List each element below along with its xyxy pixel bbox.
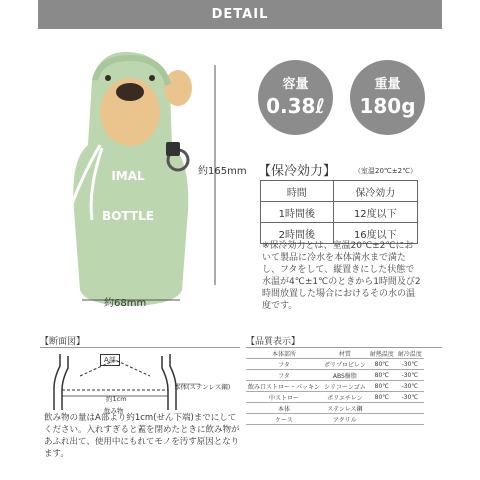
width-label: 約68mm [104,298,147,309]
thermal-title: 【保冷効力】 [258,164,337,179]
weight-badge [350,60,425,135]
thermal-table [260,180,418,244]
thermal-col-time: 時間 [261,181,334,202]
label-body: 本体(ステンレス鋼) [174,383,231,391]
cross-section-note: 飲み物の量はA部より約1cm(せん下端)までにしてください。入れすぎると蓋を閉めたときに飲み物があふれ出て、使用中にもれてモノを汚す原因となります。 [44,413,240,459]
thermal-condition: （室温20℃±2℃） [354,167,417,175]
hood-text-2: BOTTLE [102,209,154,223]
hood-text-1: IMAL [111,169,145,183]
table-row: 1時間後 12度以下 [261,202,418,223]
thermal-col-effect: 保冷効力 [333,181,417,202]
height-label: 約165mm [198,166,247,177]
header-title: DETAIL [211,7,269,22]
table-row: 2時間後 16度以下 [261,223,418,244]
quality-header-row: 本体部所 材質 耐熱温度 耐冷温度 [246,348,424,359]
weight-value: 180g [359,94,416,118]
quality-table [246,348,424,425]
capacity-badge [258,60,333,135]
capacity-label: 容量 [282,77,309,92]
table-row: フタ ABS樹脂 80℃ -30℃ [246,370,424,381]
capacity-value: 0.38ℓ [266,94,325,118]
table-row: フタ ポリプロピレン 80℃ -30℃ [246,359,424,370]
bear-ear [164,70,192,106]
label-1cm: 約1cm [106,395,127,403]
table-row: 飲み口ストロー・パッキン シリコーンゴム 80℃ -30℃ [246,381,424,392]
weight-label: 重量 [374,77,401,92]
table-row: 中ストロー ポリエチレン 80℃ -30℃ [246,392,424,403]
quality-title: 【品質表示】 [246,337,301,347]
thermal-note: ※保冷効力とは、室温20℃±2℃において製品に冷水を本体満水まで満たし、フタをして、縦置きにした状態で水温が4℃±1℃のときから1時間及び2時間放置した場合におけるその水の温度です。 [262,241,421,311]
table-row: ケース アクリル [246,414,424,425]
bear-nose [116,83,144,101]
label-a: A部 [100,354,120,366]
table-row: 本体 ステンレス鋼 [246,403,424,414]
bottle-illustration [0,40,250,320]
cross-section-title: 【断面図】 [40,337,86,347]
bear-eye-right [149,75,155,81]
label-drink: 飲み物 [104,407,124,415]
bottle-image [0,40,250,320]
bear-eye-left [105,75,111,81]
section-header [38,0,442,29]
